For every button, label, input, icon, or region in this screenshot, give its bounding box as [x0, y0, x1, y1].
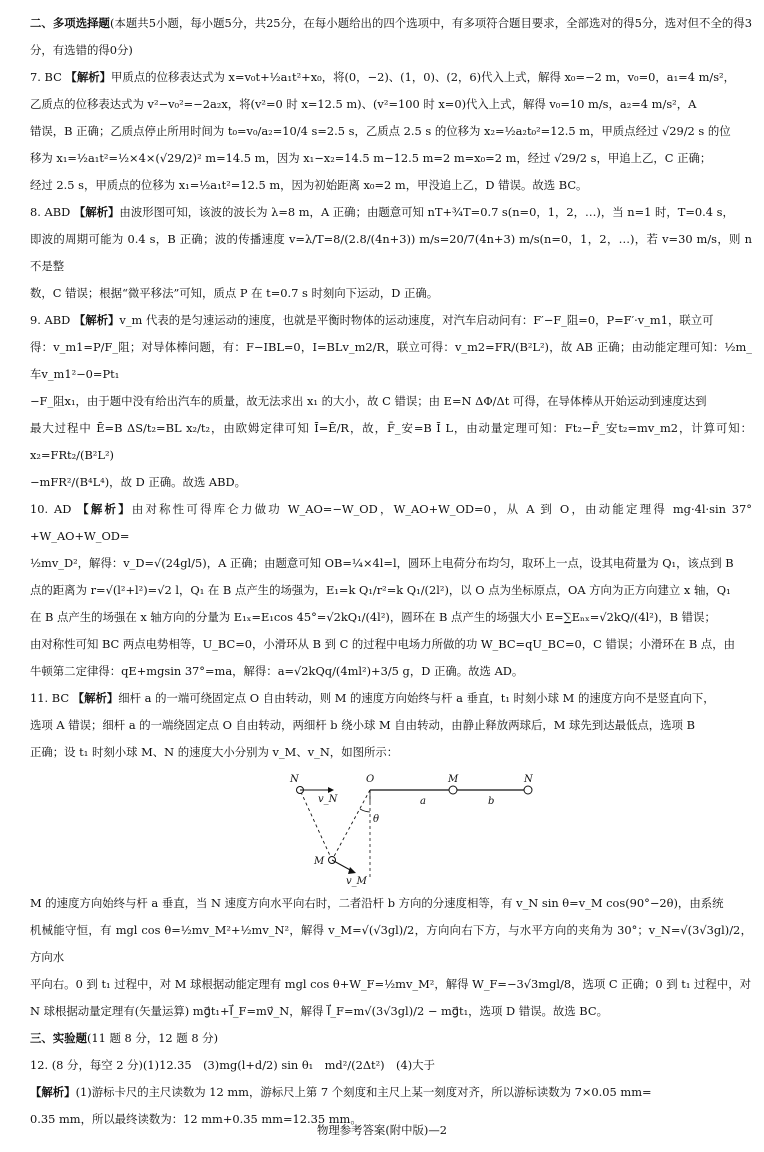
label-b: b: [488, 796, 495, 807]
ball-n-right: [524, 786, 532, 794]
q9-line-4: 最大过程中 Ē=B ΔS/t₂=BL x₂/t₂，由欧姆定律可知 Ī=Ē/R，故，F̄_安=B Ī L，由动量定理可知：Ft₂−F̄_安t₂=mv_m2，计算可知：x₂=FRt₂/(B²L²): [30, 421, 752, 462]
q7-tag: 【解析】: [65, 70, 111, 84]
q12-tag: 【解析】: [30, 1085, 76, 1099]
q10-line-3: 点的距离为 r=√(l²+l²)=√2 l，Q₁ 在 B 点产生的场强为，E₁=k Q₁/r²=k Q₁/(2l²)，以 O 点为坐标原点，OA 方向为正方向建立 x 轴，Q₁: [30, 583, 731, 597]
q10-answer: 10. AD: [30, 502, 72, 516]
q8-line-1: [30, 199, 752, 226]
q11-line-3: 正确；设 t₁ 时刻小球 M、N 的速度大小分别为 v_M、v_N，如图所示：: [30, 745, 399, 759]
q10-line-2: ½mv_D²，解得：v_D=√(24gl/5)，A 正确；由题意可知 OB=¼×4l=l，圆环上电荷分布均匀，取环上一点，设其电荷量为 Q₁，该点到 B: [30, 556, 734, 570]
q11-line-2: 选项 A 错误；细杆 a 的一端绕固定点 O 自由转动，两细杆 b 绕小球 M 自由转动，由静止释放两球后，M 球先到达最低点，选项 B: [30, 718, 695, 732]
q10-line-6: 牛顿第二定律得：qE+mgsin 37°=ma，解得：a=√2kQq/(4ml²)+3/5 g，D 正确。故选 AD。: [30, 664, 524, 678]
q11-line-6: 平向右。0 到 t₁ 过程中，对 M 球根据动能定理有 mgl cos θ+W_F=½mv_M²，解得 W_F=−3√3mgl/8，选项 C 正确；0 到 t₁ 过程中，对: [30, 977, 751, 991]
q11-text-1: 细杆 a 的一端可绕固定点 O 自由转动，则 M 的速度方向始终与杆 a 垂直，t₁ 时刻小球 M 的速度方向不是竖直向下，: [118, 691, 715, 705]
label-n-left: N: [290, 774, 299, 785]
q9-line-3: −F_阻x₁，由于题中没有给出汽车的质量，故无法求出 x₁ 的大小，故 C 错误；由 E=N ΔΦ/Δt 可得，在导体棒从开始运动到速度达到: [30, 394, 707, 408]
q11-line-1: [30, 685, 752, 712]
velocity-vm-arrowhead: [348, 867, 356, 874]
q9-line-1: [30, 307, 752, 334]
label-o: O: [366, 774, 375, 785]
q9-answer: 9. ABD: [30, 313, 71, 327]
label-a: a: [420, 796, 426, 807]
label-vn: v_N: [318, 794, 338, 805]
section-3-desc: (11 题 8 分，12 题 8 分): [86, 1031, 219, 1045]
q11-line-5: 机械能守恒，有 mgl cos θ=½mv_M²+½mv_N²，解得 v_M=√(√3gl)/2，方向向右下方，与水平方向的夹角为 30°；v_N=√(3√3gl)/2，方向水: [30, 923, 752, 964]
q7-line-4: 移为 x₁=½a₁t²=½×4×(√29/2)² m=14.5 m，因为 x₁−x₂=14.5 m−12.5 m=2 m=x₀=2 m，经过 √29/2 s，甲追上乙，C 正确；: [30, 151, 712, 165]
q9-tag: 【解析】: [73, 313, 120, 327]
question-11: [30, 685, 752, 1025]
section-3-title: 三、实验题: [30, 1031, 87, 1045]
label-n-right: N: [524, 774, 533, 785]
q10-line-1: [30, 496, 752, 550]
q12-header: 12. (8 分，每空 2 分)(1)12.35 (3)mg(l+d/2) sin θ₁ md²/(2Δt²) (4)大于: [30, 1058, 435, 1072]
page-footer: 物理参考答案(附中版)—2: [316, 1123, 448, 1137]
q9-text-1: v_m 代表的是匀速运动的速度，也就是平衡时物体的运动速度，对汽车启动问有：F′−F_阻=0，P=F′·v_m1，联立可: [119, 313, 714, 327]
q8-answer: 8. ABD: [30, 205, 71, 219]
q11-line-4: M 的速度方向始终与杆 a 垂直，当 N 速度方向水平向右时，二者沿杆 b 方向的分速度相等，有 v_N sin θ=v_M cos(90°−2θ)，由系统: [30, 896, 724, 910]
q7-text-1: 甲质点的位移表达式为 x=v₀t+½a₁t²+x₀，将(0，−2)、(1，0)、(2，6)代入上式，解得 x₀=−2 m，v₀=0，a₁=4 m/s²，: [111, 70, 736, 84]
label-vm: v_M: [346, 876, 367, 887]
q10-text-1: 由对称性可得库仑力做功 W_AO=−W_OD，W_AO+W_OD=0，从 A 到 O，由动能定理得 mg·4l·sin 37°+W_AO+W_OD=: [30, 502, 752, 543]
velocity-vn-arrowhead: [328, 787, 334, 793]
ball-m-top: [449, 786, 457, 794]
q12-line-2: 0.35 mm，所以最终读数为：12 mm+0.35 mm=12.35 mm。: [30, 1112, 362, 1126]
section-2-heading: [30, 10, 752, 64]
q7-line-3: 错误，B 正确；乙质点停止所用时间为 t₀=v₀/a₂=10/4 s=2.5 s，乙质点 2.5 s 的位移为 x₂=½a₂t₀²=12.5 m，甲质点经过 √29/2 s 的位: [30, 124, 731, 138]
rod-diagram-svg: [270, 768, 570, 888]
q8-line-3: 数，C 错误；根据“微平移法”可知，质点 P 在 t=0.7 s 时刻向下运动，D 正确。: [30, 286, 439, 300]
rod-a-dashed: [332, 790, 370, 860]
q7-line-5: 经过 2.5 s，甲质点的位移为 x₁=½a₁t²=12.5 m，因为初始距离 x₀=2 m，甲没追上乙，D 错误。故选 BC。: [30, 178, 588, 192]
q7-line-1: [30, 64, 752, 91]
q11-tag: 【解析】: [72, 691, 119, 705]
question-7: [30, 64, 752, 199]
velocity-vm-arrow: [332, 860, 352, 871]
q7-line-2: 乙质点的位移表达式为 v²−v₀²=−2a₂x，将(v²=0 时 x=12.5 m)、(v²=100 时 x=0)代入上式，解得 v₀=10 m/s，a₂=4 m/s²，A: [30, 97, 697, 111]
section-3-heading: [30, 1025, 752, 1052]
q12-line-1: [30, 1079, 752, 1106]
section-2-title: 二、多项选择题: [30, 16, 110, 30]
question-8: [30, 199, 752, 307]
question-9: [30, 307, 752, 496]
q12-text-1: (1)游标卡尺的主尺读数为 12 mm，游标尺上第 7 个刻度和主尺上某一刻度对齐，所以游标读数为 7×0.05 mm=: [75, 1085, 652, 1099]
q11-line-7: N 球根据动量定理有(矢量运算) mg⃗t₁+I⃗_F=mv⃗_N，解得 I⃗_F=m√(3√3gl)/2 − mg⃗t₁，选项 D 错误。故选 BC。: [30, 1004, 608, 1018]
rod-diagram: [270, 768, 570, 888]
label-theta: θ: [373, 814, 380, 825]
q8-line-2: 即波的周期可能为 0.4 s，B 正确；波的传播速度 v=λ/T=8/(2.8/(4n+3)) m/s=20/7(4n+3) m/s(n=0，1，2，…)，若 v=30 m/s，则 n 不是整: [30, 232, 752, 273]
theta-arc: [360, 809, 370, 812]
q10-line-5: 由对称性可知 BC 两点电势相等，U_BC=0，小滑环从 B 到 C 的过程中电场力所做的功 W_BC=qU_BC=0，C 错误；小滑环在 B 点，由: [30, 637, 735, 651]
question-10: [30, 496, 752, 685]
q11-answer: 11. BC: [30, 691, 70, 705]
label-m-bottom: M: [314, 856, 325, 867]
label-m-top: M: [448, 774, 459, 785]
q8-text-1: 由波形图可知，该波的波长为 λ=8 m，A 正确；由题意可知 nT+¾T=0.7 s(n=0，1，2，…)，当 n=1 时，T=0.4 s，: [119, 205, 734, 219]
section-2-desc: (本题共5小题，每小题5分，共25分，在每小题给出的四个选项中，有多项符合题目要求，全部选对的得5分，选对但不全的得3分，有选错的得0分): [30, 16, 752, 57]
q10-line-4: 在 B 点产生的场强在 x 轴方向的分量为 E₁ₓ=E₁cos 45°=√2kQ₁/(4l²)，圆环在 B 点产生的场强大小 E=∑Eₙₓ=√2kQ/(4l²)，B 错误；: [30, 610, 716, 624]
q10-tag: 【解析】: [77, 502, 132, 516]
q9-line-2: 得：v_m1=P/F_阻；对导体棒问题，有：F−IBL=0，I=BLv_m2/R，联立可得：v_m2=FR/(B²L²)，故 AB 正确；由动能定理可知：½m_车v_m1²−0=Pt₁: [30, 340, 752, 381]
q7-answer: 7. BC: [30, 70, 62, 84]
q8-tag: 【解析】: [73, 205, 120, 219]
q9-line-5: −mFR²/(B⁴L⁴)，故 D 正确。故选 ABD。: [30, 475, 247, 489]
